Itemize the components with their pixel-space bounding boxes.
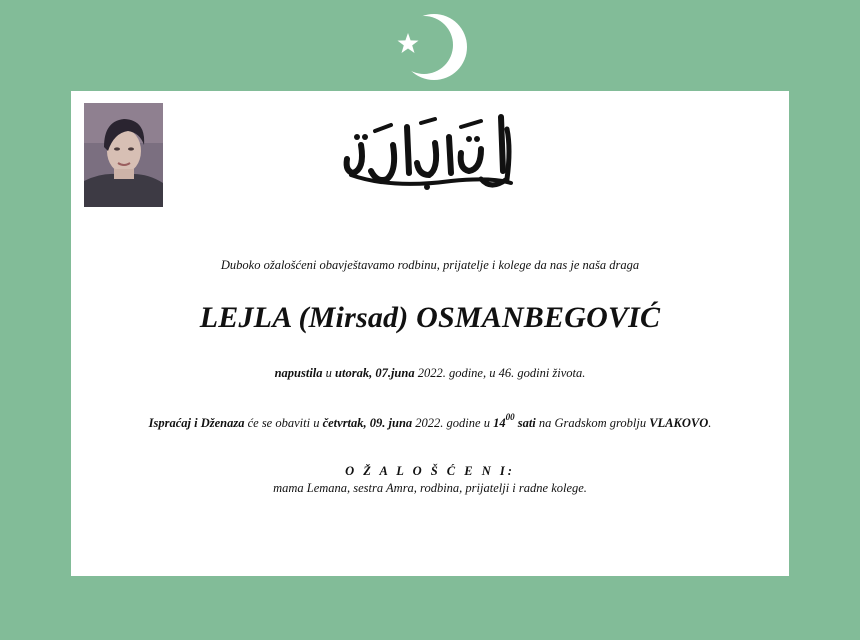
arabic-calligraphy: [331, 109, 531, 199]
funeral-text: [71, 412, 789, 431]
funeral-text-part: će se obaviti u: [244, 416, 323, 430]
passed-day: utorak, 07.juna: [335, 366, 415, 380]
deceased-name: LEJLA (Mirsad) OSMANBEGOVIĆ: [199, 301, 661, 334]
funeral-event: Ispraćaj i Dženaza: [148, 416, 245, 430]
passed-text-part: u: [322, 366, 336, 380]
portrait-photo: [84, 103, 163, 207]
mourners-title: O Ž A L O Š Ć E N I:: [345, 464, 515, 478]
funeral-text-part: 2022. godine u: [412, 416, 494, 430]
passed-verb: napustila: [274, 366, 323, 380]
obituary-card: [71, 91, 789, 576]
funeral-minutes: 00: [505, 412, 515, 422]
funeral-hour-word: sati: [514, 416, 536, 430]
funeral-hour: 14: [493, 416, 506, 430]
mourners-list: mama Lemana, sestra Amra, rodbina, prijatelji i radne kolege.: [273, 481, 587, 495]
funeral-text-part: na Gradskom groblju: [535, 416, 650, 430]
funeral-text-part: .: [708, 416, 712, 430]
crescent-star-icon: [388, 10, 472, 84]
passed-away-text: [71, 366, 789, 381]
cemetery-name: VLAKOVO: [649, 416, 709, 430]
passed-text-part: 2022. godine, u 46. godini života.: [414, 366, 586, 380]
funeral-day: četvrtak, 09. juna: [322, 416, 413, 430]
intro-text: Duboko ožalošćeni obavještavamo rodbinu, prijatelje i kolege da nas je naša draga: [220, 258, 640, 272]
